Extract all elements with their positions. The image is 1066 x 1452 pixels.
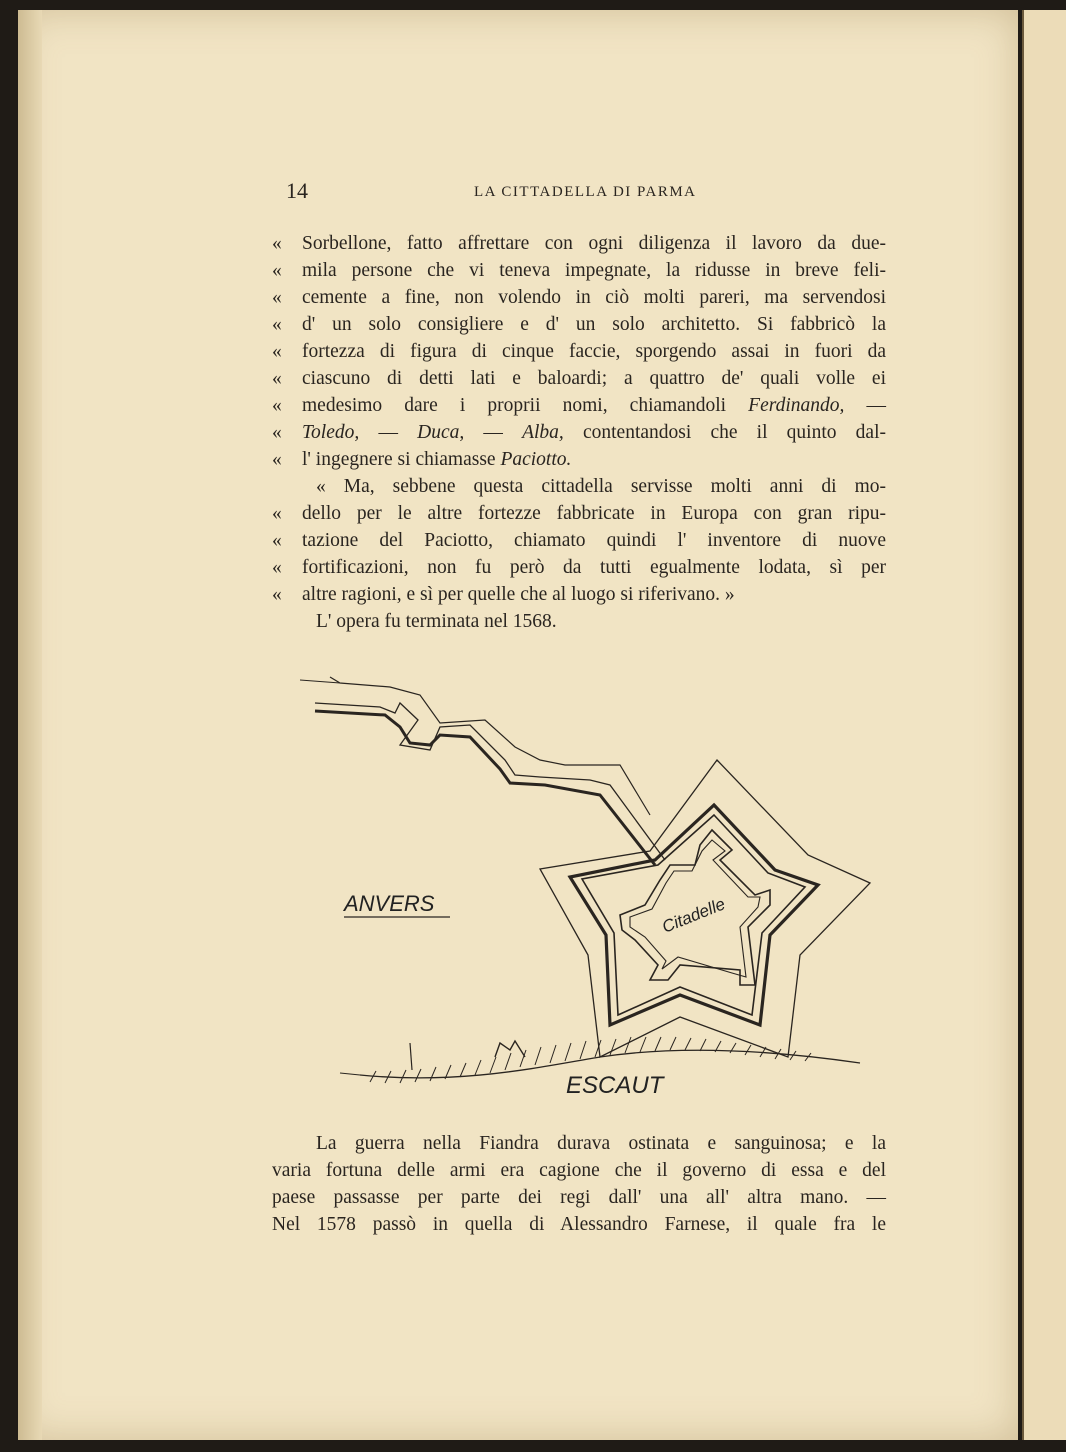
river-label: ESCAUT	[566, 1072, 664, 1099]
city-label: ANVERS	[344, 891, 435, 916]
quote-line: « altre ragioni, e sì per quelle che al luogo si riferivano. »	[272, 584, 735, 605]
body-line: Nel 1578 passò in quella di Alessandro Farnese, il quale fra le	[272, 1214, 886, 1235]
citadel-plan-drawing	[300, 665, 890, 1105]
quote-line: « mila persone che vi teneva impegnate, la ridusse in breve feli-	[272, 260, 886, 281]
quote-line: « medesimo dare i proprii nomi, chiamandoli Ferdinando, —	[272, 395, 887, 416]
quote-line: « Toledo, — Duca, — Alba, contentandosi che il quinto dal-	[272, 422, 887, 443]
quote-line: « l' ingegnere si chiamasse Paciotto.	[272, 449, 572, 470]
next-page-edge	[1022, 10, 1066, 1440]
body-line: La guerra nella Fiandra durava ostinata e sanguinosa; e la	[316, 1133, 886, 1154]
body-line: paese passasse per parte dei regi dall' una all' altra mano. —	[272, 1187, 886, 1208]
page-gutter	[18, 10, 42, 1440]
quote-line: L' opera fu terminata nel 1568.	[316, 611, 557, 632]
quote-line: « tazione del Paciotto, chiamato quindi l' inventore di nuove	[272, 530, 886, 551]
citadel-label: Citadelle	[659, 894, 728, 937]
quote-line: « fortezza di figura di cinque faccie, sporgendo assai in fuori da	[272, 341, 886, 362]
quote-line: « cemente a fine, non volendo in ciò molti pareri, ma servendosi	[272, 287, 886, 308]
body-line: varia fortuna delle armi era cagione che il governo di essa e del	[272, 1160, 886, 1181]
citadel-plan-figure	[300, 665, 890, 1105]
quote-line: « Sorbellone, fatto affrettare con ogni diligenza il lavoro da due-	[272, 233, 886, 254]
quote-line: « fortificazioni, non fu però da tutti egualmente lodata, sì per	[272, 557, 886, 578]
quote-line: « dello per le altre fortezze fabbricate in Europa con gran ripu-	[272, 503, 886, 524]
body-paragraph	[272, 1130, 886, 1238]
quote-line: « d' un solo consigliere e d' un solo architetto. Si fabbricò la	[272, 314, 886, 335]
quoted-passage	[272, 230, 886, 635]
page-number: 14	[286, 178, 308, 203]
running-title: LA CITTADELLA DI PARMA	[474, 184, 697, 200]
page-header	[286, 178, 886, 208]
quote-line: « ciascuno di detti lati e baloardi; a quattro de' quali volle ei	[272, 368, 886, 389]
quote-line: « Ma, sebbene questa cittadella servisse molti anni di mo-	[316, 476, 886, 497]
